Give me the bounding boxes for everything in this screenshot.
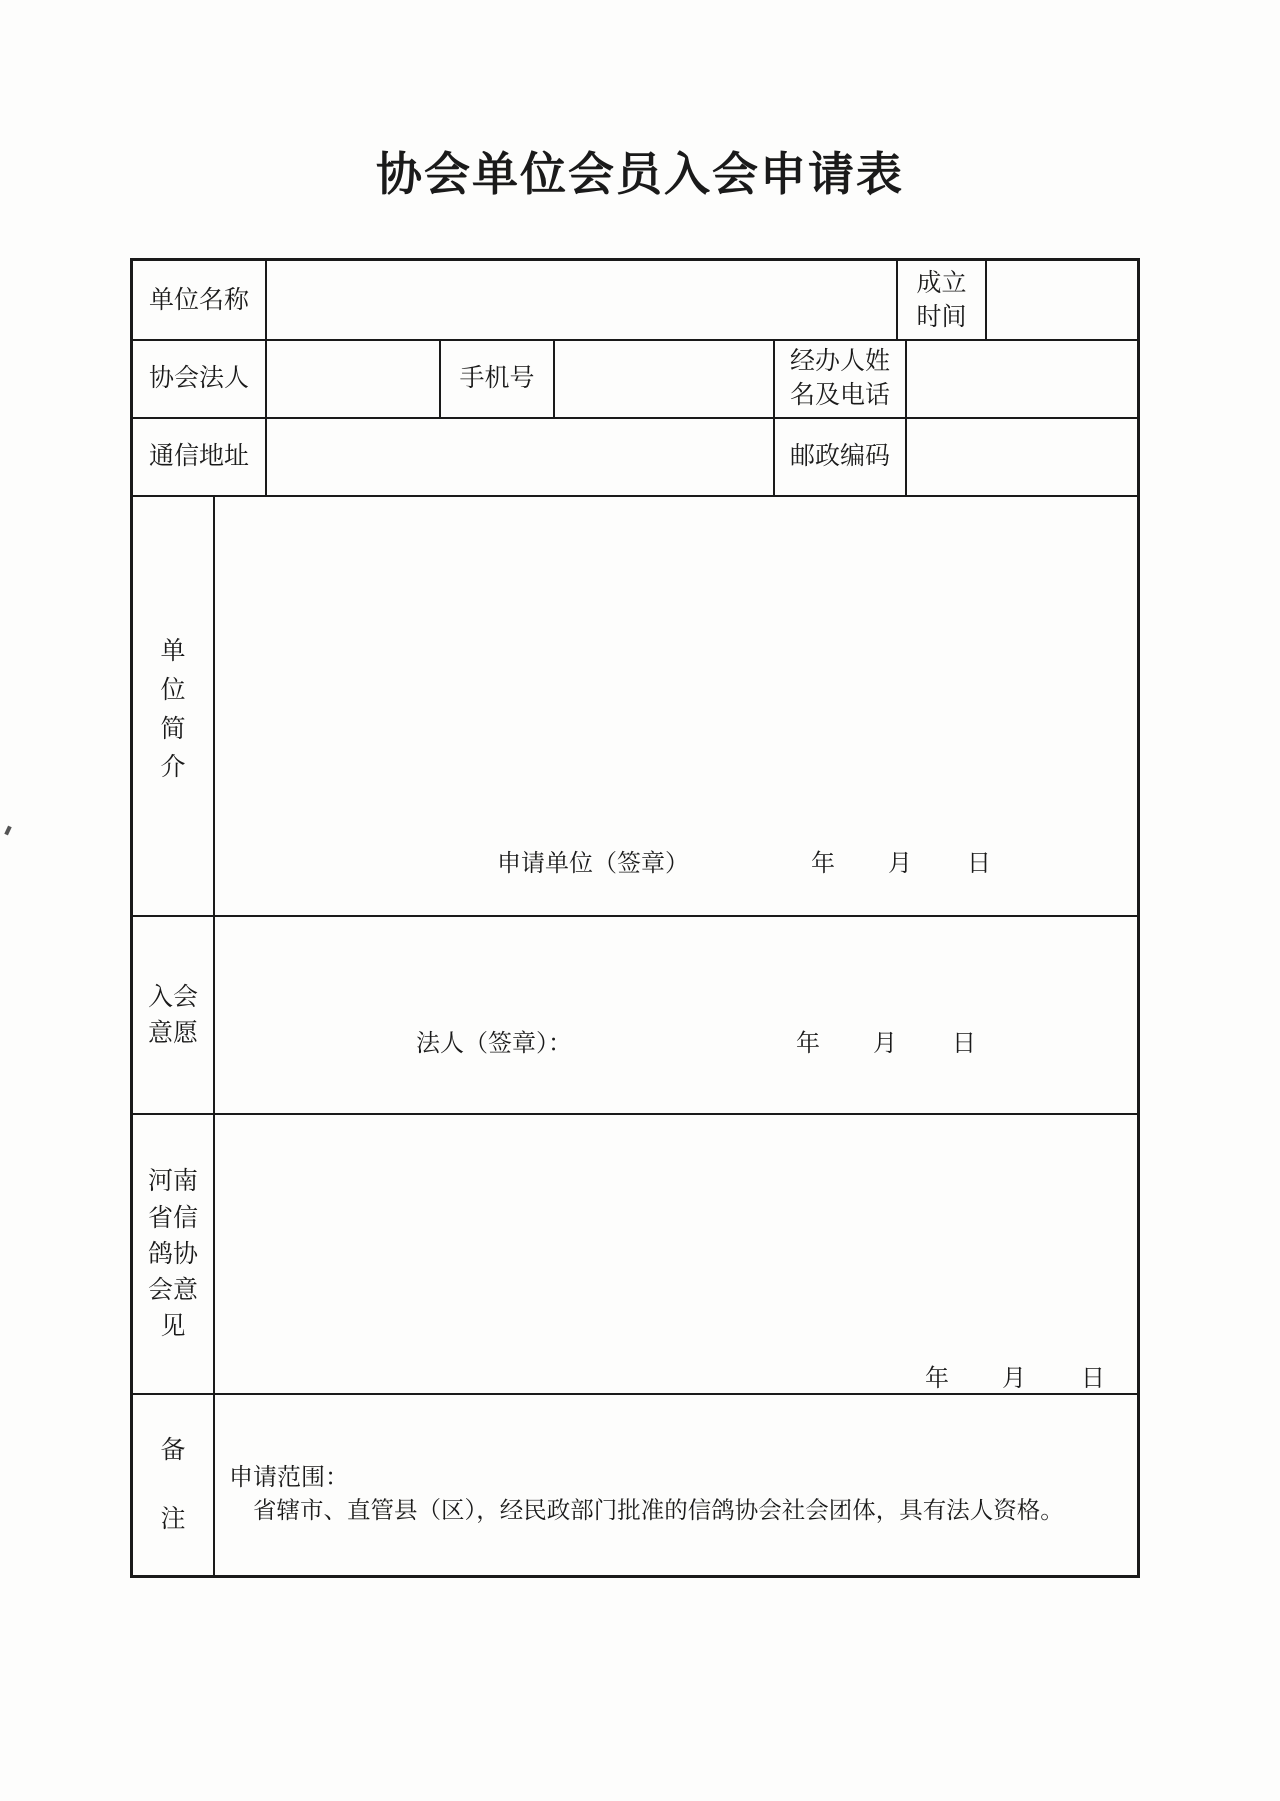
- handler-field[interactable]: [907, 341, 1137, 417]
- opinion-label-line: 省信: [147, 1202, 198, 1232]
- phone-label: 手机号: [459, 363, 535, 393]
- remarks-body: 省辖市、直管县（区），经民政部门批准的信鸽协会社会团体，具有法人资格。: [253, 1496, 1064, 1524]
- unit-name-field[interactable]: [267, 261, 896, 339]
- remarks-heading: 申请范围：: [229, 1463, 349, 1491]
- willingness-month-label: 月: [873, 1029, 897, 1057]
- application-form: [130, 258, 1140, 1578]
- legal-person-signature-label: 法人（签章）：: [416, 1029, 572, 1057]
- postcode-label: 邮政编码: [789, 441, 890, 471]
- willingness-label-line2: 意愿: [147, 1018, 198, 1047]
- founded-time-label: [898, 261, 985, 339]
- handler-label-line2: 名及电话: [789, 380, 890, 409]
- association-opinion-field[interactable]: [215, 1115, 1137, 1315]
- willingness-label: [133, 917, 213, 1113]
- opinion-month-label: 月: [1002, 1364, 1026, 1392]
- row-divider: [133, 915, 1137, 917]
- address-label: 通信地址: [148, 441, 249, 471]
- remarks-label-char: 注: [160, 1504, 186, 1533]
- founded-time-label-line2: 时间: [916, 302, 967, 331]
- postcode-field[interactable]: [907, 419, 1137, 495]
- address-field[interactable]: [267, 419, 773, 495]
- stray-mark: [4, 826, 11, 836]
- remarks-label: [133, 1395, 213, 1575]
- willingness-label-line1: 入会: [147, 981, 198, 1011]
- legal-person-label: 协会法人: [148, 363, 249, 393]
- intro-day-label: 日: [967, 849, 991, 877]
- opinion-year-label: 年: [925, 1364, 949, 1392]
- unit-intro-char: 位: [160, 674, 186, 704]
- handler-label-line1: 经办人姓: [789, 346, 890, 376]
- intro-year-label: 年: [811, 849, 835, 877]
- unit-intro-label: [133, 497, 213, 787]
- phone-field[interactable]: [555, 341, 773, 417]
- opinion-label-line: 河南: [147, 1166, 198, 1196]
- intro-month-label: 月: [888, 849, 912, 877]
- opinion-label-line: 会意: [147, 1275, 198, 1305]
- unit-name-label: 单位名称: [148, 285, 249, 315]
- willingness-day-label: 日: [952, 1029, 976, 1057]
- unit-intro-field[interactable]: [215, 497, 1137, 827]
- unit-intro-char: 简: [160, 713, 186, 743]
- opinion-label-line: 鸽协: [147, 1238, 198, 1268]
- opinion-label-line: 见: [160, 1311, 186, 1341]
- applicant-signature-label: 申请单位（签章）: [497, 849, 689, 877]
- willingness-year-label: 年: [796, 1029, 820, 1057]
- remarks-label-char: 备: [160, 1435, 186, 1465]
- unit-intro-char: 介: [160, 752, 186, 782]
- founded-time-field[interactable]: [987, 261, 1137, 339]
- association-opinion-label: [133, 1115, 213, 1393]
- page-title: 协会单位会员入会申请表: [376, 147, 904, 201]
- handler-label: [775, 339, 905, 417]
- row-divider: [133, 1393, 1137, 1395]
- legal-person-field[interactable]: [267, 341, 439, 417]
- unit-intro-char: 单: [160, 636, 186, 665]
- opinion-day-label: 日: [1081, 1364, 1105, 1392]
- founded-time-label-line1: 成立: [916, 268, 967, 298]
